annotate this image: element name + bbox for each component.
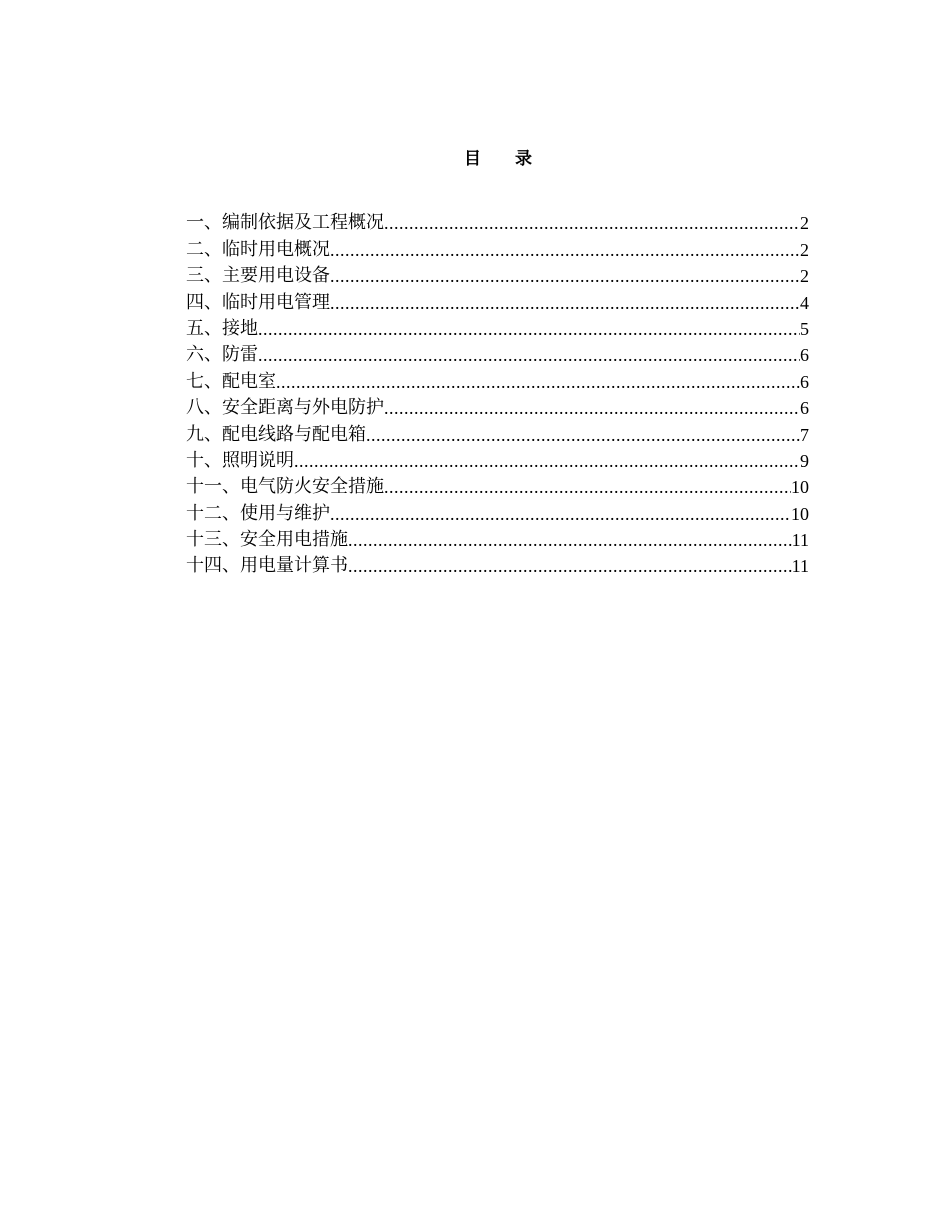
toc-entry-label: 三、主要用电设备 (186, 265, 330, 287)
toc-leader-dots (258, 316, 800, 342)
toc-leader-dots (330, 501, 791, 527)
toc-leader-dots (330, 290, 800, 316)
toc-entry-label: 八、安全距离与外电防护 (186, 397, 384, 419)
toc-entry-page: 2 (800, 239, 809, 260)
toc-leader-dots (330, 263, 800, 289)
toc-entry-page: 2 (800, 213, 809, 234)
toc-entry[interactable] (186, 395, 809, 421)
toc-leader-dots (366, 422, 800, 448)
toc-entry[interactable] (186, 263, 809, 289)
toc-entry[interactable] (186, 500, 809, 526)
toc-entry[interactable] (186, 210, 809, 236)
toc-entry-page: 5 (800, 318, 809, 339)
toc-entry-page: 4 (800, 292, 809, 313)
toc-leader-dots (294, 448, 800, 474)
toc-entry-label: 七、配电室 (186, 370, 276, 392)
toc-leader-dots (276, 369, 800, 395)
toc-entry-label: 四、临时用电管理 (186, 291, 330, 313)
toc-entry-label: 十二、使用与维护 (186, 502, 330, 524)
toc-entry-label: 十三、安全用电措施 (186, 529, 348, 551)
toc-leader-dots (384, 210, 800, 236)
toc-entry[interactable] (186, 527, 809, 553)
toc-entry[interactable] (186, 342, 809, 368)
toc-entry-label: 十、照明说明 (186, 449, 294, 471)
toc-entry-page: 10 (791, 477, 809, 498)
toc-list (186, 210, 809, 579)
toc-leader-dots (330, 237, 800, 263)
toc-leader-dots (258, 342, 800, 368)
toc-entry-page: 6 (800, 345, 809, 366)
toc-leader-dots (348, 527, 792, 553)
toc-entry-page: 2 (800, 266, 809, 287)
toc-entry-page: 10 (791, 503, 809, 524)
toc-entry-label: 十四、用电量计算书 (186, 555, 348, 577)
toc-entry[interactable] (186, 289, 809, 315)
toc-entry[interactable] (186, 316, 809, 342)
toc-leader-dots (348, 553, 792, 579)
toc-entry[interactable] (186, 448, 809, 474)
toc-entry[interactable] (186, 553, 809, 579)
toc-entry-page: 6 (800, 371, 809, 392)
toc-entry-page: 11 (791, 530, 809, 551)
toc-entry-page: 11 (791, 556, 809, 577)
toc-entry[interactable] (186, 368, 809, 394)
toc-entry-page: 6 (800, 398, 809, 419)
toc-entry-page: 9 (800, 450, 809, 471)
toc-entry[interactable] (186, 421, 809, 447)
toc-leader-dots (384, 395, 800, 421)
toc-title: 目 录 (464, 149, 532, 169)
toc-entry-page: 7 (800, 424, 809, 445)
toc-entry-label: 五、接地 (186, 317, 258, 339)
toc-leader-dots (384, 474, 791, 500)
toc-entry-label: 二、临时用电概况 (186, 238, 330, 260)
toc-entry[interactable] (186, 236, 809, 262)
toc-entry[interactable] (186, 474, 809, 500)
toc-entry-label: 九、配电线路与配电箱 (186, 423, 366, 445)
toc-entry-label: 一、编制依据及工程概况 (186, 212, 384, 234)
toc-entry-label: 六、防雷 (186, 344, 258, 366)
toc-entry-label: 十一、电气防火安全措施 (186, 476, 384, 498)
